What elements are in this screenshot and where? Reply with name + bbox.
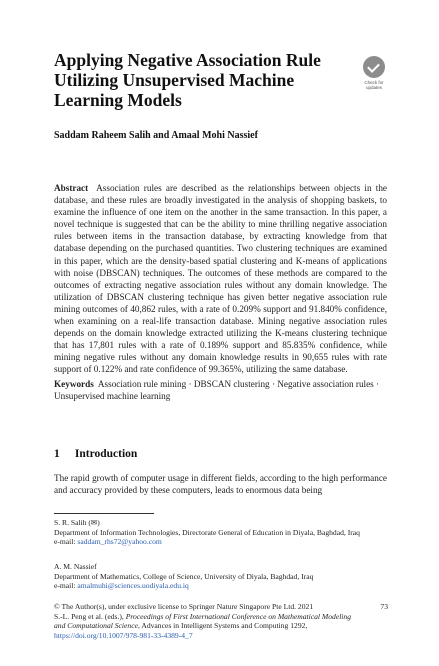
citation-series: , Advances in Intelligent Systems and Computing 1292, [137,621,308,631]
footnote-divider [54,513,154,514]
section-number: 1 [54,448,60,460]
paper-title: Applying Negative Association Rule Utilizing Unsupervised Machine Learning Models [54,50,321,110]
citation-proceedings: Proceedings of First International Conference on Mathematical Modeling and Computational Science [54,611,352,631]
abstract-text: Association rules are described as the relationships between objects in the database, and these rules are broadly investigated in the analysis of shopping baskets, to examine the influence of one item on the another in the same transaction. In this paper, a novel technique is suggested that can be the ability to mine thrilling negative association rules between items in the transaction database, by extracting knowledge from that database depending on the purchased quantities. Two clustering techniques are examined in this paper, which are the density-based spatial clustering and K-means of applications with noise (DBSCAN) techniques. The outcomes of these methods are compared to the outcomes of extracting negative association rules without any domain knowledge. The utilization of DBSCAN clustering technique has given better negative association rule mining outcomes of 40,862 rules, with a rate of 0.209% support and 91.840% confidence, when examining on a real-life transaction database. Mining negative association rules depends on the domain knowledge extracted utilizing the K-means clustering technique that has 17,801 rules with a rate of 0.189% support and 85.835% confidence, while mining negative rules without any domain knowledge results in 90,655 rules with rate support of 0.122% and rate confidence of 99.365%, utilizing the same database. [54,183,387,375]
section-title: Introduction [74,448,138,460]
check-for-updates-badge[interactable] [358,56,390,92]
email-label: e-mail: [54,537,76,547]
affiliation-1 [54,518,387,547]
author-list: Saddam Raheem Salih and Amaal Mohi Nassief [54,130,258,141]
keywords-text: Association rule mining · DBSCAN clustering · Negative association rules · Unsupervised machine learning [54,379,380,402]
author-department: Department of Mathematics, College of Science, University of Diyala, Baghdad, Iraq [54,571,314,581]
doi-link[interactable]: https://doi.org/10.1007/978-981-33-4389-4_7 [54,631,193,641]
copyright-line: © The Author(s), under exclusive license to Springer Nature Singapore Pte Ltd. 2021 [54,602,314,611]
keywords-label: Keywords [54,379,94,389]
keywords [54,378,387,402]
section-heading [54,448,137,460]
email-label: e-mail: [54,581,76,591]
author-department: Department of Information Technologies, Directorate General of Education in Diyala, Baghdad, Iraq [54,527,360,537]
citation-editors: S.-L. Peng et al. (eds.), [54,611,126,621]
check-mark-icon [363,56,385,78]
author-name: A. M. Nassief [54,562,97,571]
abstract [54,182,387,376]
email-link[interactable]: saddam_rhs72@yahoo.com [77,537,162,547]
badge-label: Check for updates [364,80,384,90]
abstract-label: Abstract [54,183,89,193]
citation [54,612,354,641]
intro-paragraph: The rapid growth of computer usage in different fields, according to the high performance and accuracy provided by these computers, leads to enormous data being [54,473,387,496]
author-name: S. R. Salih (✉) [54,518,100,527]
page-number: 73 [380,602,388,611]
affiliation-2 [54,562,387,591]
copyright-footer [54,602,354,641]
email-link[interactable]: amalmuhi@sciences.uodiyala.edu.iq [77,581,189,591]
